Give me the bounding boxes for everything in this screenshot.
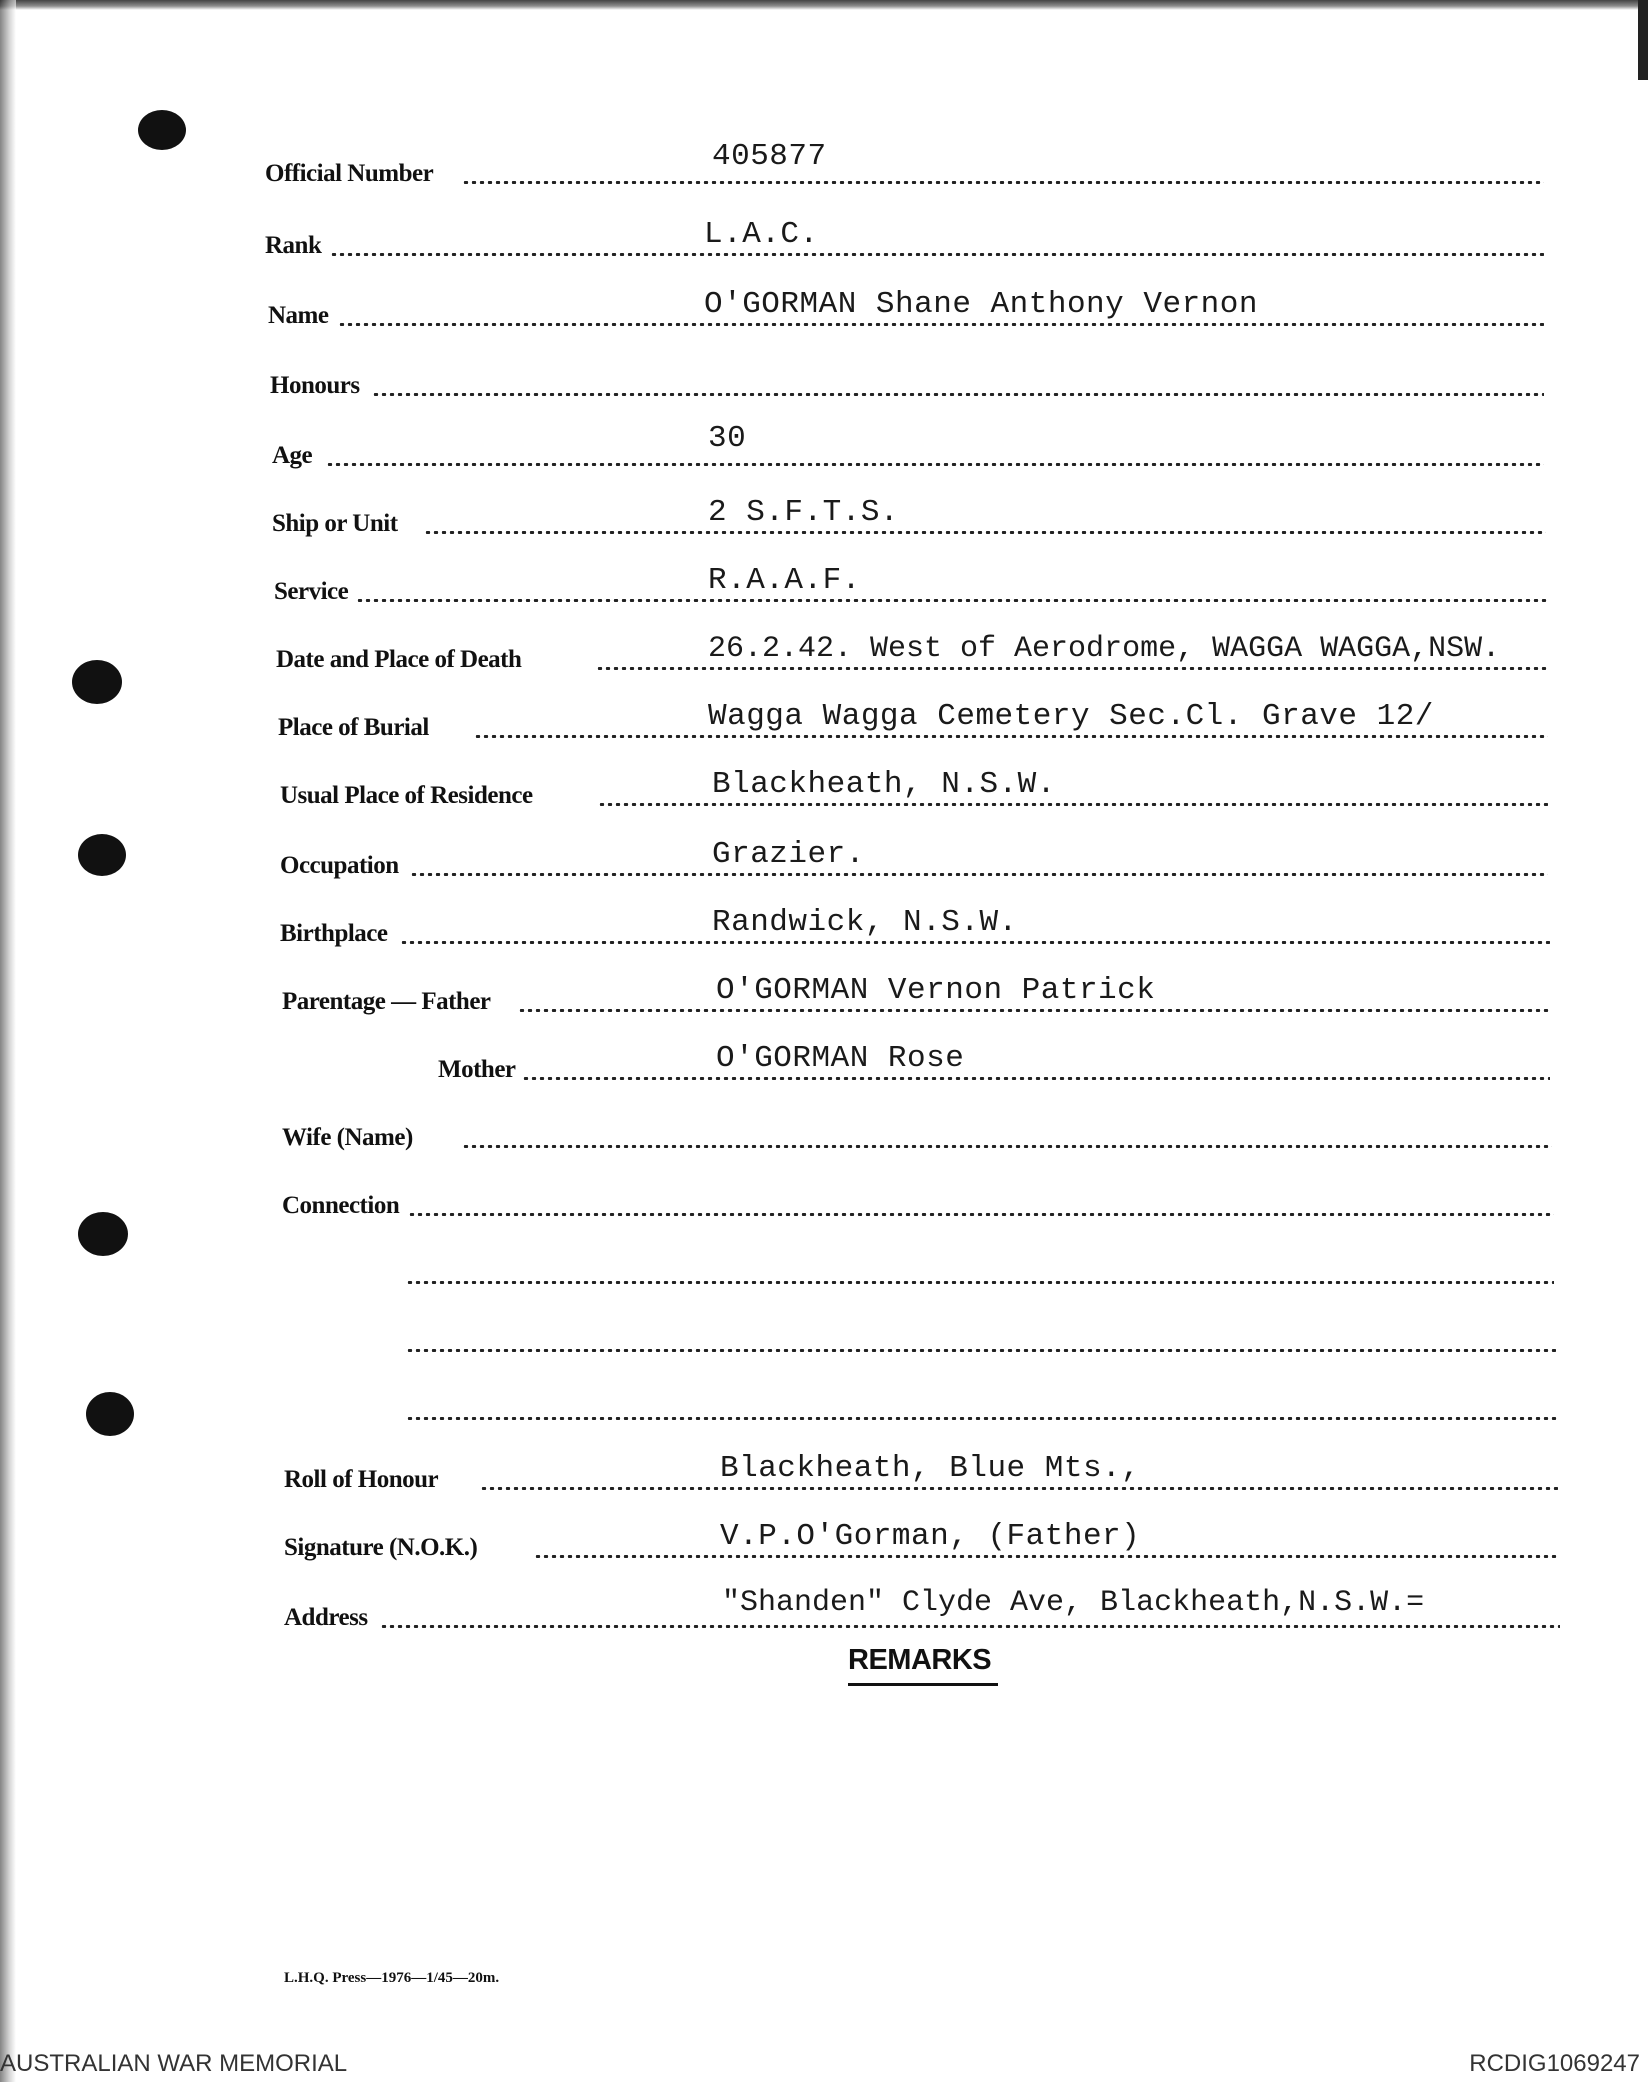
connection-extra-line bbox=[0, 1386, 1648, 1426]
scan-right-edge bbox=[1638, 0, 1648, 80]
printer-imprint: L.H.Q. Press—1976—1/45—20m. bbox=[284, 1970, 500, 1986]
dotted-line bbox=[408, 1213, 1554, 1216]
dotted-line bbox=[372, 393, 1544, 396]
signature-label: Signature (N.O.K.) bbox=[284, 1534, 478, 1561]
address-label: Address bbox=[284, 1604, 368, 1631]
field-ship-or-unit bbox=[0, 495, 1648, 540]
field-mother bbox=[0, 1041, 1648, 1086]
father-label: Parentage — Father bbox=[282, 988, 491, 1015]
roll-of-honour-label: Roll of Honour bbox=[284, 1466, 439, 1493]
dotted-line bbox=[406, 1349, 1556, 1352]
dotted-line bbox=[534, 1555, 1558, 1558]
dotted-line bbox=[330, 253, 1544, 256]
death-value: 26.2.42. West of Aerodrome, WAGGA WAGGA,NSW. bbox=[708, 632, 1501, 666]
dotted-line bbox=[406, 1281, 1554, 1284]
dotted-line bbox=[424, 531, 1546, 534]
field-age bbox=[0, 421, 1648, 472]
dotted-line bbox=[338, 323, 1544, 326]
remarks-underline bbox=[848, 1683, 998, 1686]
age-value: 30 bbox=[708, 421, 747, 456]
connection-extra-line bbox=[0, 1318, 1648, 1358]
field-name bbox=[0, 287, 1648, 332]
burial-label: Place of Burial bbox=[278, 714, 429, 741]
dotted-line bbox=[596, 667, 1548, 670]
remarks-heading: REMARKS bbox=[848, 1644, 992, 1676]
residence-value: Blackheath, N.S.W. bbox=[712, 767, 1056, 802]
footer-archive-name: AUSTRALIAN WAR MEMORIAL bbox=[0, 2050, 348, 2077]
footer-record-id: RCDIG1069247 bbox=[1469, 2050, 1640, 2077]
field-service bbox=[0, 563, 1648, 608]
field-residence bbox=[0, 767, 1648, 812]
field-place-of-burial bbox=[0, 699, 1648, 744]
dotted-line bbox=[522, 1077, 1550, 1080]
field-signature bbox=[0, 1519, 1648, 1564]
connection-extra-line bbox=[0, 1250, 1648, 1290]
official-number-label: Official Number bbox=[265, 160, 434, 187]
burial-value: Wagga Wagga Cemetery Sec.Cl. Grave 12/ bbox=[708, 699, 1434, 734]
mother-label: Mother bbox=[438, 1056, 516, 1083]
field-birthplace bbox=[0, 905, 1648, 950]
dotted-line bbox=[406, 1417, 1558, 1420]
honours-label: Honours bbox=[270, 372, 360, 399]
field-address bbox=[0, 1586, 1648, 1634]
father-value: O'GORMAN Vernon Patrick bbox=[716, 973, 1156, 1008]
birthplace-label: Birthplace bbox=[280, 920, 388, 947]
death-label: Date and Place of Death bbox=[276, 646, 522, 673]
name-value: O'GORMAN Shane Anthony Vernon bbox=[704, 287, 1258, 322]
ship-or-unit-value: 2 S.F.T.S. bbox=[708, 495, 900, 530]
field-roll-of-honour bbox=[0, 1451, 1648, 1496]
age-label: Age bbox=[272, 442, 313, 469]
occupation-value: Grazier. bbox=[712, 837, 865, 872]
dotted-line bbox=[480, 1487, 1558, 1490]
field-date-place-of-death bbox=[0, 632, 1648, 676]
occupation-label: Occupation bbox=[280, 852, 399, 879]
mother-value: O'GORMAN Rose bbox=[716, 1041, 965, 1076]
service-value: R.A.A.F. bbox=[708, 563, 861, 598]
connection-label: Connection bbox=[282, 1192, 400, 1219]
punch-hole bbox=[138, 110, 186, 150]
residence-label: Usual Place of Residence bbox=[280, 782, 533, 809]
rank-value: L.A.C. bbox=[704, 217, 819, 252]
official-number-value: 405877 bbox=[712, 139, 827, 174]
field-wife bbox=[0, 1114, 1648, 1154]
field-official-number bbox=[0, 139, 1648, 190]
dotted-line bbox=[598, 803, 1548, 806]
service-label: Service bbox=[274, 578, 349, 605]
dotted-line bbox=[462, 181, 1544, 184]
field-honours bbox=[0, 362, 1648, 402]
dotted-line bbox=[326, 463, 1544, 466]
rank-label: Rank bbox=[265, 232, 322, 259]
birthplace-value: Randwick, N.S.W. bbox=[712, 905, 1018, 940]
dotted-line bbox=[356, 599, 1548, 602]
dotted-line bbox=[400, 941, 1550, 944]
field-father bbox=[0, 973, 1648, 1018]
address-value: "Shanden" Clyde Ave, Blackheath,N.S.W.= bbox=[722, 1586, 1425, 1620]
scan-top-edge bbox=[0, 0, 1648, 10]
dotted-line bbox=[518, 1009, 1550, 1012]
field-rank bbox=[0, 217, 1648, 262]
wife-label: Wife (Name) bbox=[282, 1124, 413, 1151]
dotted-line bbox=[410, 873, 1548, 876]
dotted-line bbox=[462, 1145, 1552, 1148]
field-occupation bbox=[0, 837, 1648, 882]
dotted-line bbox=[380, 1625, 1560, 1628]
ship-or-unit-label: Ship or Unit bbox=[272, 510, 398, 537]
roll-of-honour-value: Blackheath, Blue Mts., bbox=[720, 1451, 1141, 1486]
signature-value: V.P.O'Gorman, (Father) bbox=[720, 1519, 1141, 1554]
field-connection bbox=[0, 1182, 1648, 1222]
name-label: Name bbox=[268, 302, 329, 329]
dotted-line bbox=[474, 735, 1548, 738]
